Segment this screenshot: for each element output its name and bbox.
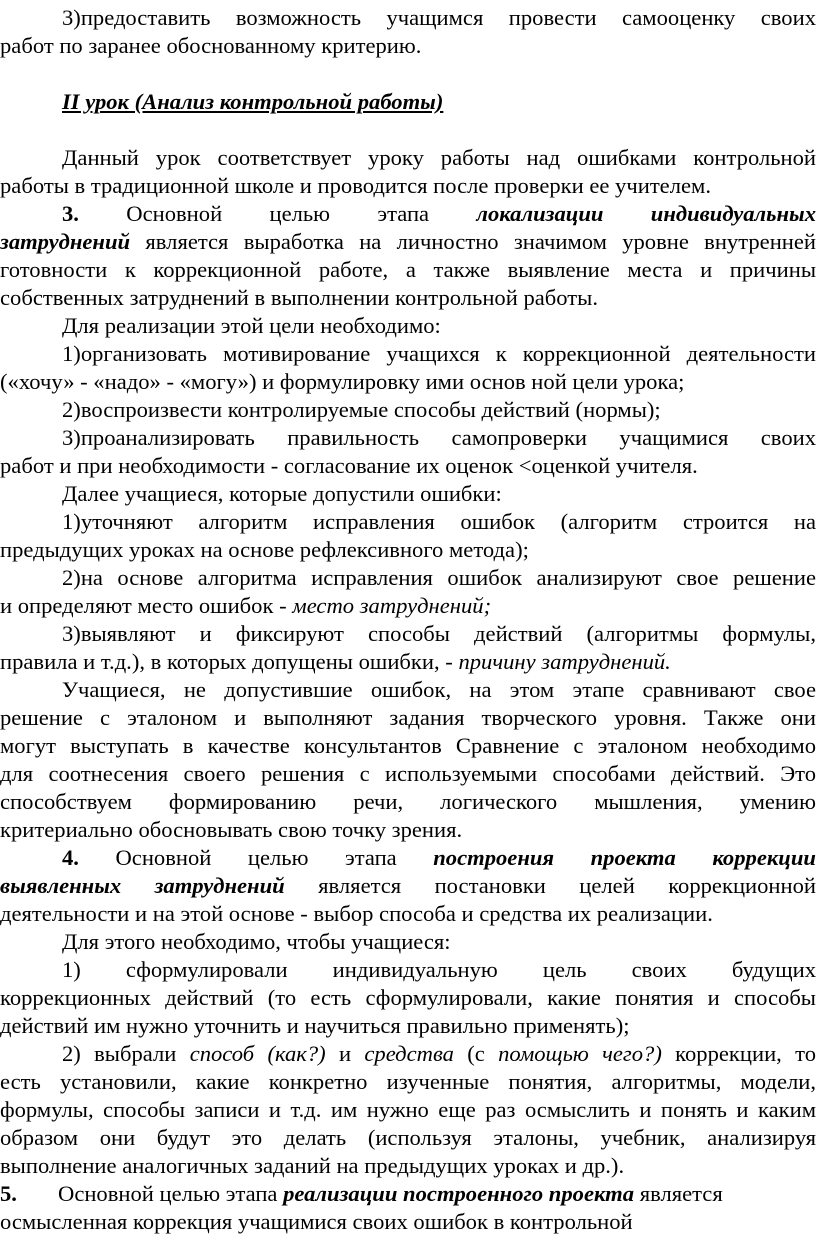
- text-line: [0, 228, 816, 256]
- text-line: образом они будут это делать (используя эталоны, учебник, анализируя: [0, 1125, 816, 1150]
- text-span: является: [639, 1181, 723, 1206]
- emphasis-term: способ (как?): [189, 1041, 326, 1066]
- text-line: выполнение аналогичных заданий на предыдущих уроках и др.).: [0, 1153, 625, 1178]
- step-number: 5.: [0, 1181, 17, 1206]
- text-line: критериально обосновывать свою точку зрения.: [0, 817, 463, 842]
- emphasis-term: локализации индивидуальных: [476, 201, 816, 226]
- emphasis-term: средства: [364, 1041, 454, 1066]
- text-line: действий им нужно уточнить и научиться правильно применять);: [0, 1013, 630, 1038]
- text-line: способствуем формированию речи, логического мышления, умению: [0, 789, 816, 814]
- text-line: Для этого необходимо, чтобы учащиеся:: [62, 929, 451, 954]
- emphasis-term: место затруднений;: [292, 593, 492, 618]
- text-line: 2)воспроизвести контролируемые способы действий (нормы);: [62, 397, 661, 422]
- emphasis-term: помощью чего?): [498, 1041, 662, 1066]
- text-line: 1)организовать мотивирование учащихся к коррекционной деятельности: [62, 341, 816, 366]
- text-line: деятельности и на этой основе - выбор способа и средства их реализации.: [0, 901, 713, 926]
- text-line: 3)проанализировать правильность самопроверки учащимися своих: [62, 425, 816, 450]
- text-line: [0, 648, 816, 676]
- text-line: 2)на основе алгоритма исправления ошибок анализируют свое решение: [62, 565, 816, 590]
- emphasis-term: реализации построенного проекта: [283, 1181, 635, 1206]
- text-line: работ по заранее обоснованному критерию.: [0, 33, 422, 58]
- emphasis-term: выявленных затруднений: [0, 873, 285, 898]
- text-span: Основной целью этапа: [126, 201, 430, 226]
- text-line: коррекционных действий (то есть сформулировали, какие понятия и способы: [0, 985, 816, 1010]
- text-line: 3)предоставить возможность учащимся провести самооценку своих: [62, 5, 816, 30]
- text-line: формулы, способы записи и т.д. им нужно еще раз осмыслить и понять и каким: [0, 1097, 816, 1122]
- text-span: 2) выбрали: [62, 1041, 177, 1066]
- text-line: [0, 1040, 816, 1068]
- text-line: [0, 1180, 816, 1208]
- text-span: правила и т.д.), в которых допущены ошибки, -: [0, 649, 453, 674]
- text-line: готовности к коррекционной работе, а также выявление места и причины: [0, 257, 816, 282]
- text-span: Основной целью этапа: [115, 845, 397, 870]
- text-line: Учащиеся, не допустившие ошибок, на этом этапе сравнивают свое: [62, 677, 816, 702]
- section-heading-text: II урок (Анализ контрольной работы): [62, 89, 444, 114]
- text-line: собственных затруднений в выполнении контрольной работы.: [0, 285, 598, 310]
- text-span: Основной целью этапа: [58, 1181, 278, 1206]
- text-span: является выработка на личностно значимом уровне внутренней: [145, 229, 816, 254]
- text-line: [0, 592, 816, 620]
- step-number: 3.: [62, 201, 79, 226]
- emphasis-term: построения проекта коррекции: [433, 845, 816, 870]
- text-line: осмысленная коррекция учащимися своих ошибок в контрольной: [0, 1209, 633, 1234]
- text-span: (с: [467, 1041, 485, 1066]
- text-line: для соотнесения своего решения с используемыми способами действий. Это: [0, 761, 816, 786]
- emphasis-term: причину затруднений.: [458, 649, 671, 674]
- text-line: [0, 200, 816, 228]
- text-line: 1) сформулировали индивидуальную цель своих будущих: [62, 957, 816, 982]
- text-line: Для реализации этой цели необходимо:: [62, 313, 441, 338]
- text-span: и: [338, 1041, 352, 1066]
- text-line: Далее учащиеся, которые допустили ошибки:: [62, 481, 502, 506]
- text-line: Данный урок соответствует уроку работы над ошибками контрольной: [62, 145, 816, 170]
- text-line: есть установили, какие конкретно изученные понятия, алгоритмы, модели,: [0, 1069, 816, 1094]
- text-span: коррекции, то: [675, 1041, 816, 1066]
- text-line: 3)выявляют и фиксируют способы действий (алгоритмы формулы,: [62, 621, 816, 646]
- text-span: и определяют место ошибок -: [0, 593, 287, 618]
- text-line: предыдущих уроках на основе рефлексивного метода);: [0, 537, 529, 562]
- text-line: («хочу» - «надо» - «могу») и формулировку ими основ ной цели урока;: [0, 369, 685, 394]
- text-line: работ и при необходимости - согласование их оценок <оценкой учителя.: [0, 453, 698, 478]
- text-span: является постановки целей коррекционной: [318, 873, 816, 898]
- text-line: решение с эталоном и выполняют задания творческого уровня. Также они: [0, 705, 816, 730]
- emphasis-term: затруднений: [0, 229, 131, 254]
- text-line: могут выступать в качестве консультантов Сравнение с эталоном необходимо: [0, 733, 816, 758]
- text-line: [0, 872, 816, 900]
- section-heading: [0, 88, 816, 116]
- text-line: работы в традиционной школе и проводится после проверки ее учителем.: [0, 173, 711, 198]
- text-line: 1)уточняют алгоритм исправления ошибок (алгоритм строится на: [62, 509, 816, 534]
- step-number: 4.: [62, 845, 79, 870]
- text-line: [0, 844, 816, 872]
